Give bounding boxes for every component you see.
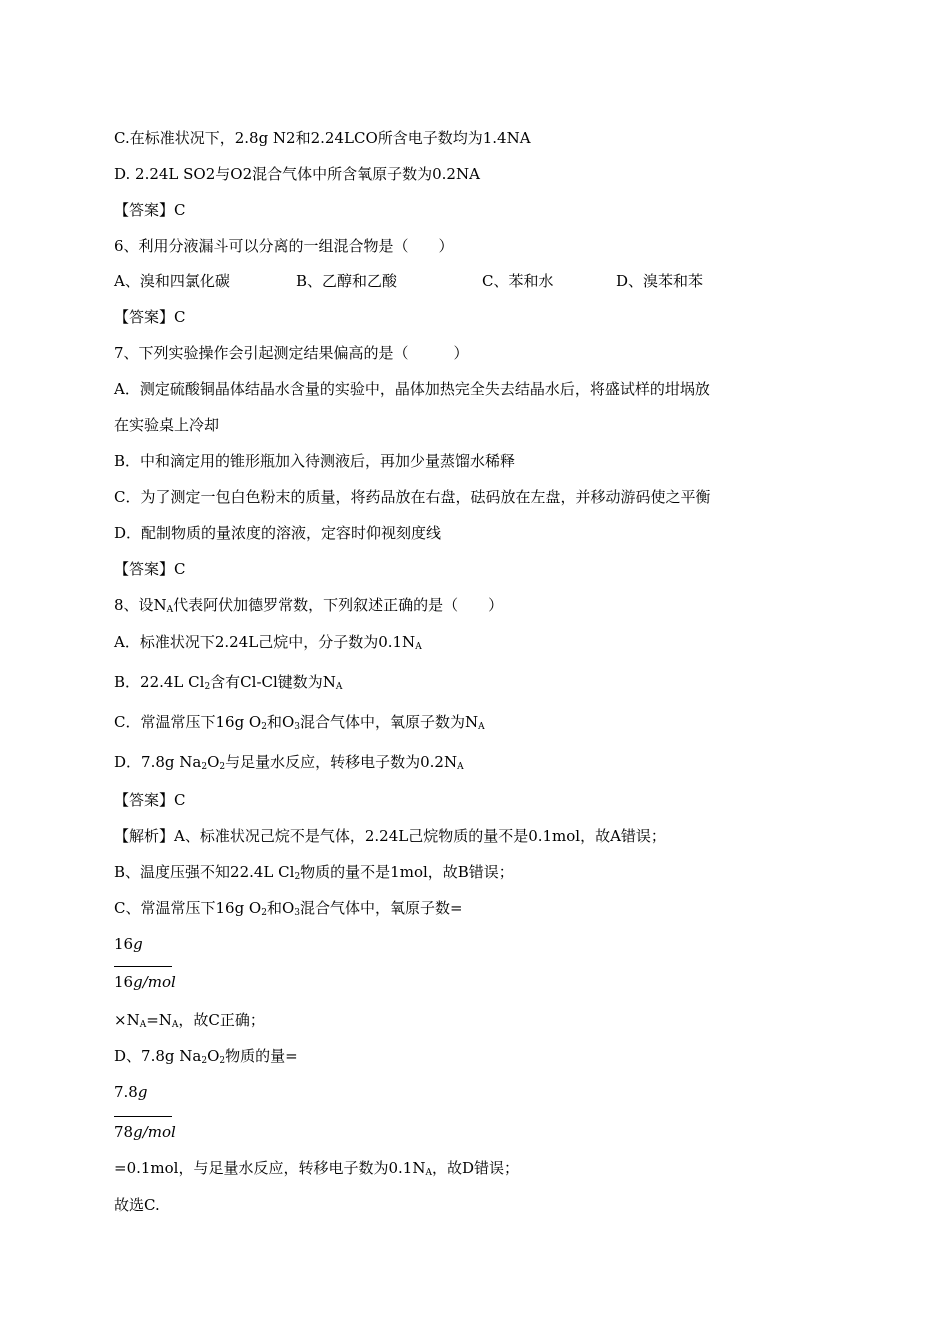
fraction1-denominator: 16g/mol	[114, 973, 176, 991]
fraction2-bar	[114, 1116, 172, 1117]
q8-option-a: A．标准状况下2.24L己烷中，分子数为$0.1N_A$	[114, 633, 422, 652]
fraction1-numerator: 16g	[114, 935, 143, 953]
q5-option-c: C.在标准状况下，2.8g N2和2.24LCO所含电子数均为1.4NA	[114, 129, 531, 147]
q5-option-d: D. 2.24L SO2与O2混合气体中所含氧原子数为0.2NA	[114, 165, 480, 183]
q8-answer: 【答案】C	[114, 791, 186, 809]
fraction2-numerator: 7.8g	[114, 1083, 148, 1101]
q8-explanation-line3: C、常温常压下16g $O_2$和$O_3$混合气体中，氧原子数=	[114, 899, 463, 918]
q6-option-d: D、溴苯和苯	[616, 272, 704, 290]
q8-option-c: C．常温常压下16g $O_2$和$O_3$混合气体中，氧原子数为$N_A$	[114, 713, 485, 732]
q8-explanation-line1: 【解析】A、标准状况己烷不是气体，2.24L己烷物质的量不是0.1mol，故A错误；	[114, 827, 666, 845]
q8-conclusion: 故选C.	[114, 1196, 160, 1214]
q6-option-c: C、苯和水	[482, 272, 554, 290]
q7-option-a-line1: A．测定硫酸铜晶体结晶水含量的实验中，晶体加热完全失去结晶水后，将盛试样的坩埚放	[114, 380, 710, 398]
q7-stem: 7、下列实验操作会引起测定结果偏高的是（ ）	[114, 344, 469, 362]
q8-explanation-line2: B、温度压强不知22.4L $Cl_2$物质的量不是1mol，故B错误；	[114, 863, 514, 882]
q6-option-a: A、溴和四氯化碳	[114, 272, 230, 290]
q8-explanation-line4: $\times N_A=N_A$，故C正确；	[114, 1011, 265, 1030]
q8-explanation-line5: D、7.8g $Na_2O_2$物质的量=	[114, 1047, 298, 1066]
q7-option-d: D．配制物质的量浓度的溶液，定容时仰视刻度线	[114, 524, 442, 542]
q5-answer: 【答案】C	[114, 201, 186, 219]
q7-option-a-line2: 在实验桌上冷却	[114, 416, 220, 434]
q8-explanation-line6: =0.1mol，与足量水反应，转移电子数为$0.1N_A$，故D错误；	[114, 1159, 519, 1178]
q6-stem: 6、利用分液漏斗可以分离的一组混合物是（ ）	[114, 237, 454, 255]
q6-options	[114, 271, 703, 291]
q8-option-d: D．7.8g $Na_2O_2$与足量水反应，转移电子数为$0.2N_A$	[114, 753, 464, 772]
q8-stem: 8、设$N_A$代表阿伏加德罗常数，下列叙述正确的是（ ）	[114, 596, 504, 615]
fraction2-denominator: 78g/mol	[114, 1123, 176, 1141]
q8-option-b: B．22.4L $Cl_2$含有Cl-Cl键数为$N_A$	[114, 673, 343, 692]
q7-option-c: C．为了测定一包白色粉末的质量，将药品放在右盘，砝码放在左盘，并移动游码使之平衡	[114, 488, 711, 506]
q7-option-b: B．中和滴定用的锥形瓶加入待测液后，再加少量蒸馏水稀释	[114, 452, 516, 470]
fraction1-bar	[114, 966, 172, 967]
q7-answer: 【答案】C	[114, 560, 186, 578]
q6-answer: 【答案】C	[114, 308, 186, 326]
q6-option-b: B、乙醇和乙酸	[296, 272, 398, 290]
